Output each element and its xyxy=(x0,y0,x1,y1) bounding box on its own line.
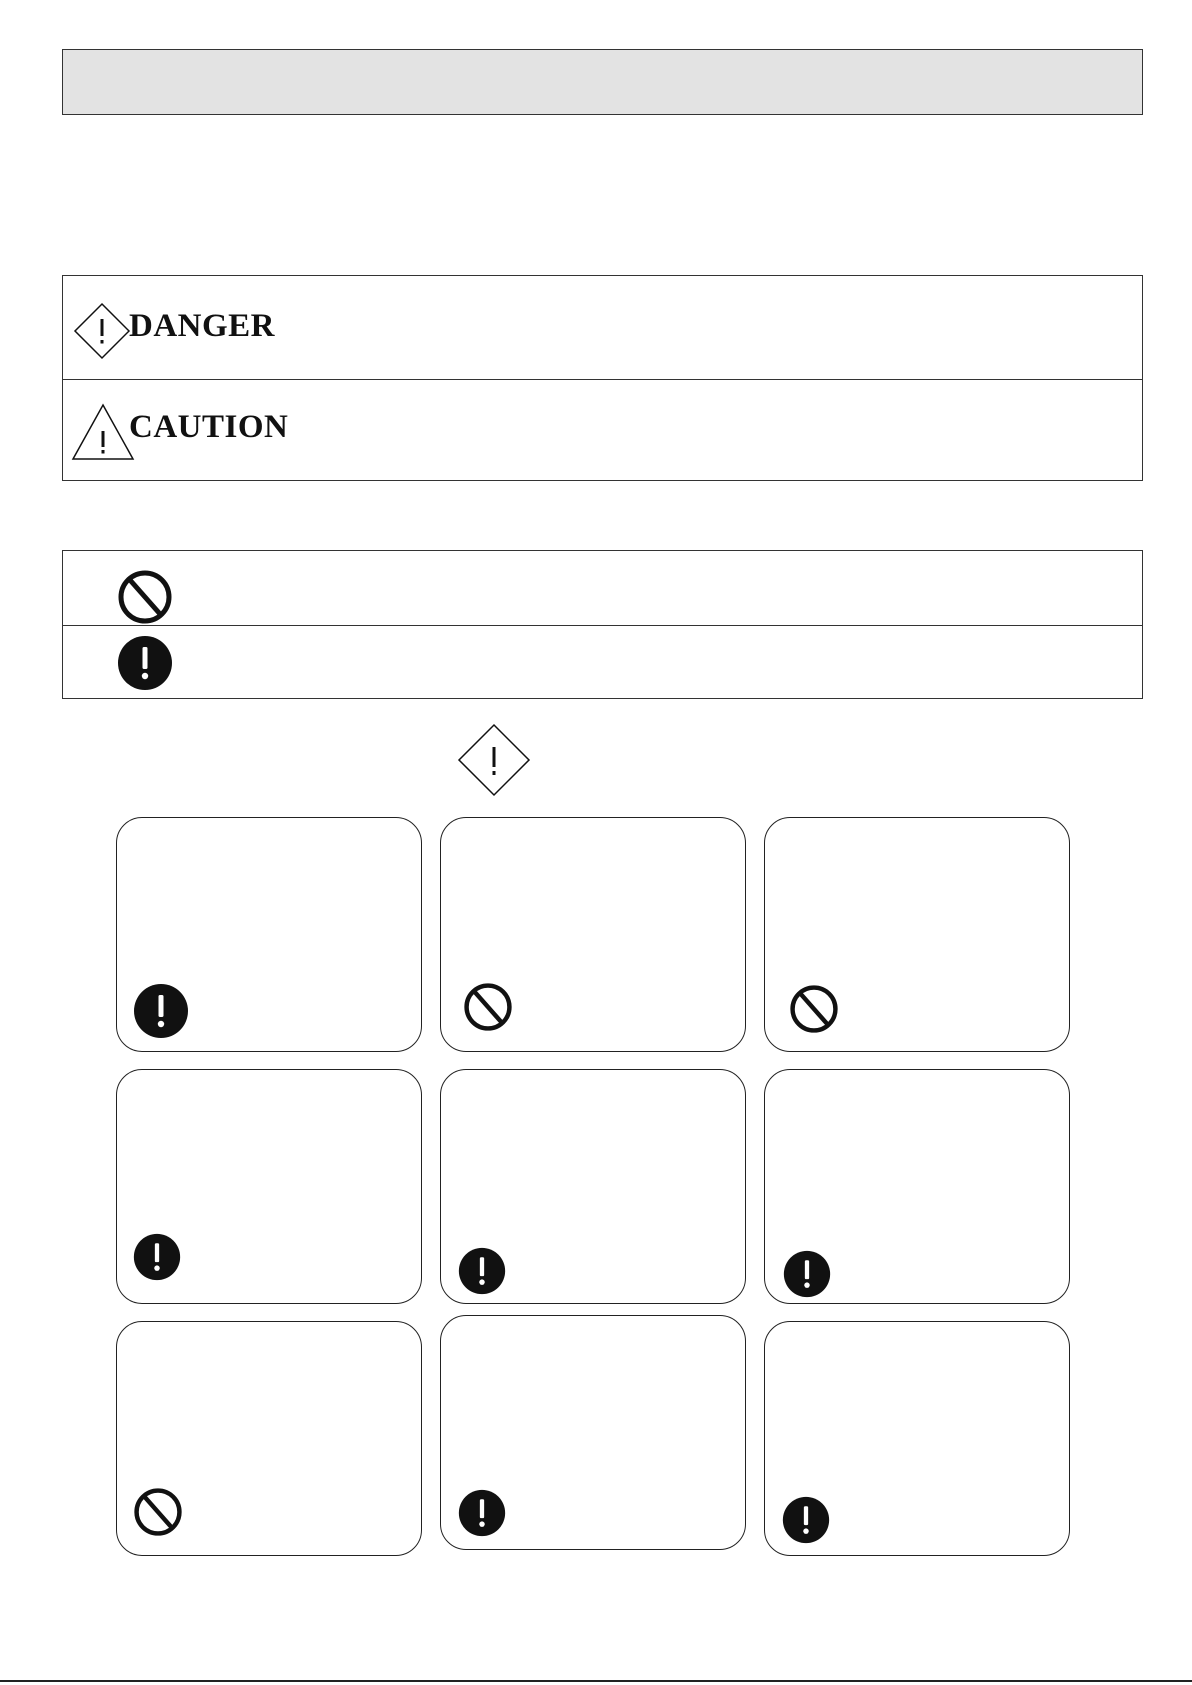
caution-row xyxy=(63,379,1142,481)
mandatory-icon xyxy=(133,1233,181,1281)
mandatory-row xyxy=(63,625,1142,699)
safety-card-8 xyxy=(440,1315,746,1550)
mandatory-icon xyxy=(458,1247,506,1295)
safety-card-7 xyxy=(116,1321,422,1556)
mandatory-icon xyxy=(458,1489,506,1537)
prohibited-icon xyxy=(463,982,513,1032)
danger-label: DANGER xyxy=(129,308,276,344)
caution-label: CAUTION xyxy=(129,409,289,445)
prohibited-icon xyxy=(789,984,839,1034)
page-bottom-rule xyxy=(0,1680,1192,1682)
mandatory-icon xyxy=(782,1496,830,1544)
symbol-legend-table xyxy=(62,550,1143,699)
mandatory-icon xyxy=(783,1250,831,1298)
safety-card-3 xyxy=(764,817,1070,1052)
danger-diamond-icon xyxy=(457,723,531,797)
prohibited-icon xyxy=(117,569,173,625)
prohibited-icon xyxy=(133,1487,183,1537)
safety-card-6 xyxy=(764,1069,1070,1304)
mandatory-icon xyxy=(133,983,189,1039)
danger-diamond-icon xyxy=(73,302,131,360)
danger-row xyxy=(63,276,1142,380)
safety-card-9 xyxy=(764,1321,1070,1556)
section-header-bar xyxy=(62,49,1143,115)
safety-card-2 xyxy=(440,817,746,1052)
caution-triangle-icon xyxy=(71,403,135,461)
safety-card-1 xyxy=(116,817,422,1052)
prohibited-row xyxy=(63,551,1142,626)
safety-card-5 xyxy=(440,1069,746,1304)
signal-word-table xyxy=(62,275,1143,481)
mandatory-icon xyxy=(117,635,173,691)
safety-card-4 xyxy=(116,1069,422,1304)
